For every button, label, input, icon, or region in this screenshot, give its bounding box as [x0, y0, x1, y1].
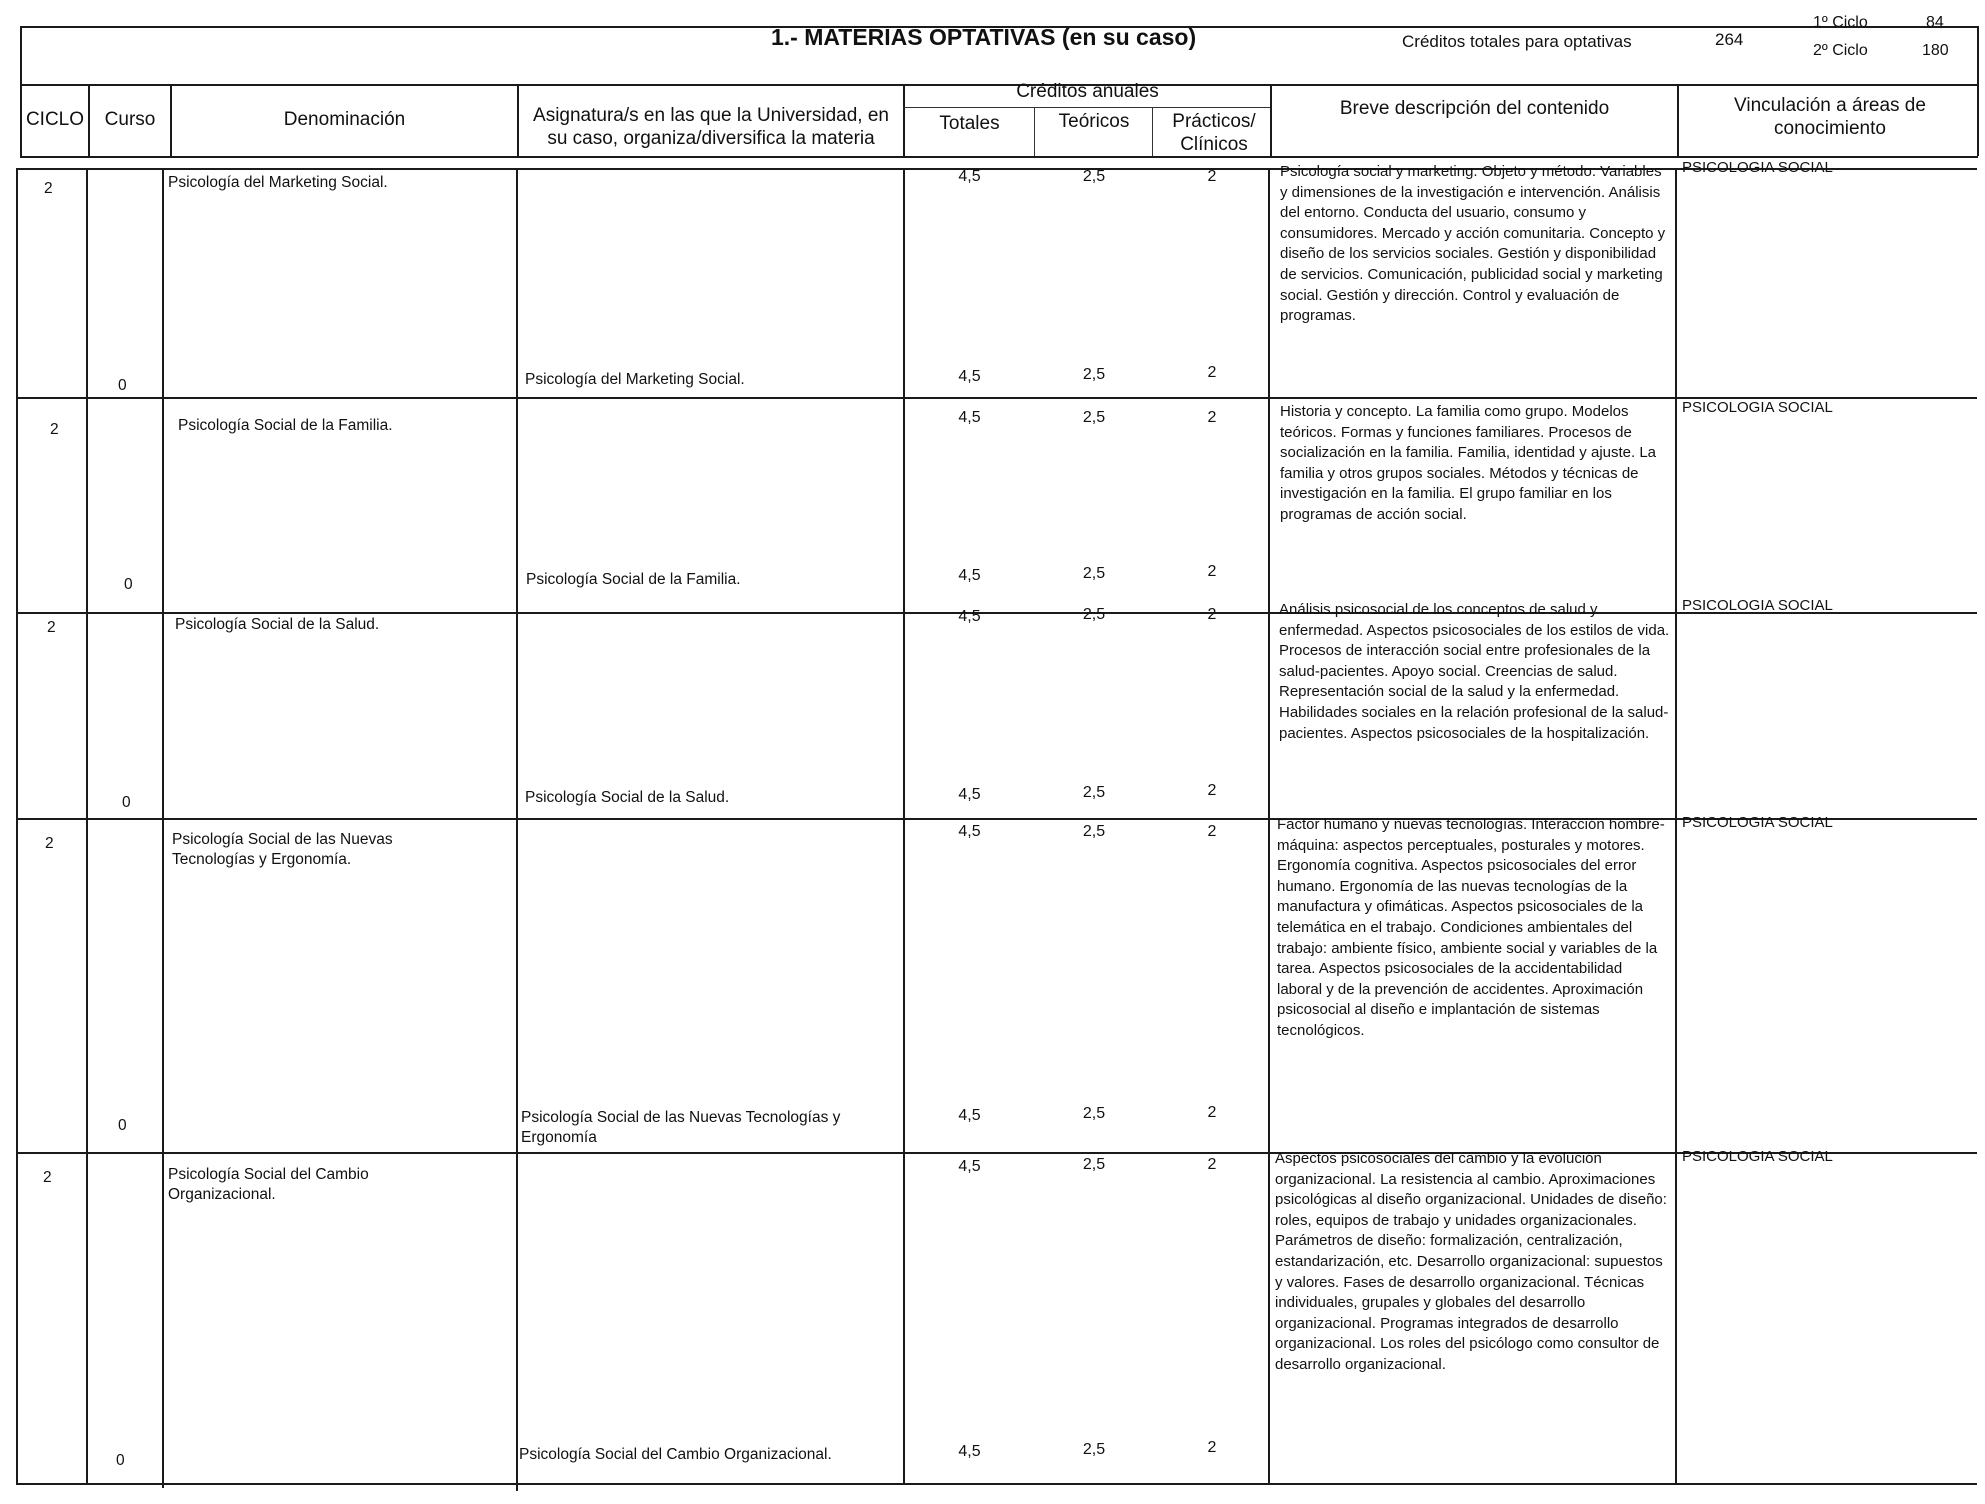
- row-ciclo: 2: [47, 619, 56, 636]
- row-area: PSICOLOGIA SOCIAL: [1682, 399, 1833, 416]
- row-sub-totales: 4,5: [958, 1107, 981, 1124]
- row-sub-practicos: 2: [1207, 1104, 1217, 1121]
- row-practicos: 2: [1207, 606, 1217, 623]
- col-totales: Totales: [939, 113, 1000, 134]
- col-denominacion: Denominación: [283, 109, 406, 130]
- row-sub-teoricos: 2,5: [1082, 366, 1106, 383]
- row-sub-totales: 4,5: [958, 567, 981, 584]
- row-ciclo: 2: [45, 835, 54, 852]
- row-totales: 4,5: [958, 1158, 981, 1175]
- row-asignatura: Psicología Social de la Familia.: [526, 571, 741, 588]
- row-asignatura: Psicología Social de las Nuevas Tecnologías y Ergonomía: [521, 1109, 841, 1146]
- row-asignatura: Psicología Social del Cambio Organizacional.: [519, 1446, 832, 1463]
- row-area: PSICOLOGIA SOCIAL: [1682, 159, 1833, 176]
- col-creditos-anuales: Créditos anuales: [1016, 81, 1159, 102]
- row-totales: 4,5: [958, 823, 981, 840]
- row-sub-totales: 4,5: [958, 1443, 981, 1460]
- row-sub-totales: 4,5: [958, 786, 981, 803]
- ciclo-2-label: 2º Ciclo: [1813, 42, 1868, 59]
- row-sub-totales: 4,5: [958, 368, 981, 385]
- row-curso: 0: [118, 1117, 127, 1134]
- creditos-label: Créditos totales para optativas: [1402, 32, 1632, 51]
- row-practicos: 2: [1207, 1156, 1217, 1173]
- row-denominacion: Psicología Social de las Nuevas Tecnologías y Ergonomía.: [172, 831, 393, 868]
- row-area: PSICOLOGIA SOCIAL: [1682, 1148, 1833, 1165]
- row-sub-teoricos: 2,5: [1082, 1105, 1106, 1122]
- row-sub-practicos: 2: [1207, 782, 1217, 799]
- row-practicos: 2: [1207, 823, 1217, 840]
- row-asignatura: Psicología Social de la Salud.: [525, 789, 730, 806]
- row-ciclo: 2: [43, 1169, 52, 1186]
- ciclo-1-value: 84: [1926, 14, 1944, 31]
- row-curso: 0: [118, 377, 127, 394]
- row-descripcion: Psicología social y marketing. Objeto y método. Variables y dimensiones de la investigación e intervención. Análisis del entorno. Conducta del usuario, consumo y consumidores. Mercado y acción comunitaria. Concepto y diseño de los servicios sociales. Gestión y disponibilidad de servicios. Comunicación, publicidad social y marketing social. Gestión y dirección. Control y evaluación de programas.: [1280, 163, 1666, 325]
- row-sub-teoricos: 2,5: [1082, 565, 1106, 582]
- row-sub-practicos: 2: [1207, 563, 1217, 580]
- row-denominacion: Psicología del Marketing Social.: [168, 174, 388, 191]
- row-descripcion: Aspectos psicosociales del cambio y la evolución organizacional. La resistencia al cambio. Aproximaciones psicológicas al diseño organizacional. Unidades de diseño: roles, equipos de trabajo y unidades organizacionales. Parámetros de diseño: formalización, centralización, estandarización, etc. Desarrollo organizacional: supuestos y valores. Fases de desarrollo organizacional. Técnicas individuales, grupales y globales del desarrollo organizacional. Programas integrados de desarrollo organizacional. Los roles del psicólogo como consultor de desarrollo organizacional.: [1275, 1150, 1667, 1373]
- row-totales: 4,5: [958, 409, 981, 426]
- row-totales: 4,5: [958, 608, 981, 625]
- row-curso: 0: [124, 576, 133, 593]
- row-denominacion: Psicología Social de la Familia.: [178, 417, 393, 434]
- col-asignatura: Asignatura/s en las que la Universidad, en su caso, organiza/diversifica la materia: [533, 105, 889, 149]
- row-teoricos: 2,5: [1082, 168, 1106, 185]
- row-teoricos: 2,5: [1082, 606, 1106, 623]
- row-descripcion: Análisis psicosocial de los conceptos de salud y enfermedad. Aspectos psicosociales de los estilos de vida. Procesos de interacción social entre profesionales de la salud-pacientes. Apoyo social. Creencias de salud. Representación social de la salud y la enfermedad. Habilidades sociales en la relación profesional de la salud-pacientes. Aspectos psicosociales de la hospitalización.: [1279, 601, 1670, 742]
- row-sub-teoricos: 2,5: [1082, 784, 1106, 801]
- row-denominacion: Psicología Social del Cambio Organizacional.: [168, 1166, 369, 1203]
- ciclo-1-label: 1º Ciclo: [1813, 14, 1868, 31]
- row-teoricos: 2,5: [1082, 1156, 1106, 1173]
- row-denominacion: Psicología Social de la Salud.: [175, 616, 380, 633]
- col-descripcion: Breve descripción del contenido: [1339, 98, 1610, 119]
- row-sub-practicos: 2: [1207, 364, 1217, 381]
- row-asignatura: Psicología del Marketing Social.: [525, 371, 745, 388]
- creditos-total: 264: [1715, 30, 1744, 49]
- row-ciclo: 2: [50, 421, 59, 438]
- page-title: 1.- MATERIAS OPTATIVAS (en su caso): [771, 24, 1197, 50]
- row-sub-teoricos: 2,5: [1082, 1441, 1106, 1458]
- col-practicos: Prácticos/ Clínicos: [1172, 111, 1256, 155]
- row-curso: 0: [122, 794, 131, 811]
- row-practicos: 2: [1207, 409, 1217, 426]
- row-ciclo: 2: [44, 180, 53, 197]
- row-area: PSICOLOGIA SOCIAL: [1682, 597, 1833, 614]
- row-descripcion: Historia y concepto. La familia como grupo. Modelos teóricos. Formas y funciones familiares. Procesos de socialización en la familia. Familia, identidad y ajuste. La familia y otros grupos sociales. Métodos y técnicas de investigación en la familia. El grupo familiar en los programas de acción social.: [1280, 403, 1657, 523]
- row-descripcion: Factor humano y nuevas tecnologías. Interacción hombre-máquina: aspectos perceptuales, posturales y motores. Ergonomía cognitiva. Aspectos psicosociales del error humano. Ergonomía de las nuevas tecnologías de la manufactura y ofimáticas. Aspectos psicosociales de la telemática en el trabajo. Condiciones ambientales del trabajo: ambiente físico, ambiente social y variables de la tarea. Aspectos psicosociales de la accidentabilidad laboral y de la prevención de accidentes. Aproximación psicosocial al diseño e implantación de sistemas tecnológicos.: [1277, 816, 1665, 1039]
- row-totales: 4,5: [958, 168, 981, 185]
- col-curso: Curso: [104, 109, 156, 130]
- col-teoricos: Teóricos: [1058, 111, 1130, 132]
- col-ciclo: CICLO: [25, 109, 85, 130]
- ciclo-2-value: 180: [1922, 42, 1949, 59]
- row-teoricos: 2,5: [1082, 409, 1106, 426]
- row-practicos: 2: [1207, 168, 1217, 185]
- col-vinculacion: Vinculación a áreas de conocimiento: [1734, 95, 1926, 139]
- row-teoricos: 2,5: [1082, 823, 1106, 840]
- row-curso: 0: [116, 1452, 125, 1469]
- row-area: PSICOLOGIA SOCIAL: [1682, 814, 1833, 831]
- row-sub-practicos: 2: [1207, 1439, 1217, 1456]
